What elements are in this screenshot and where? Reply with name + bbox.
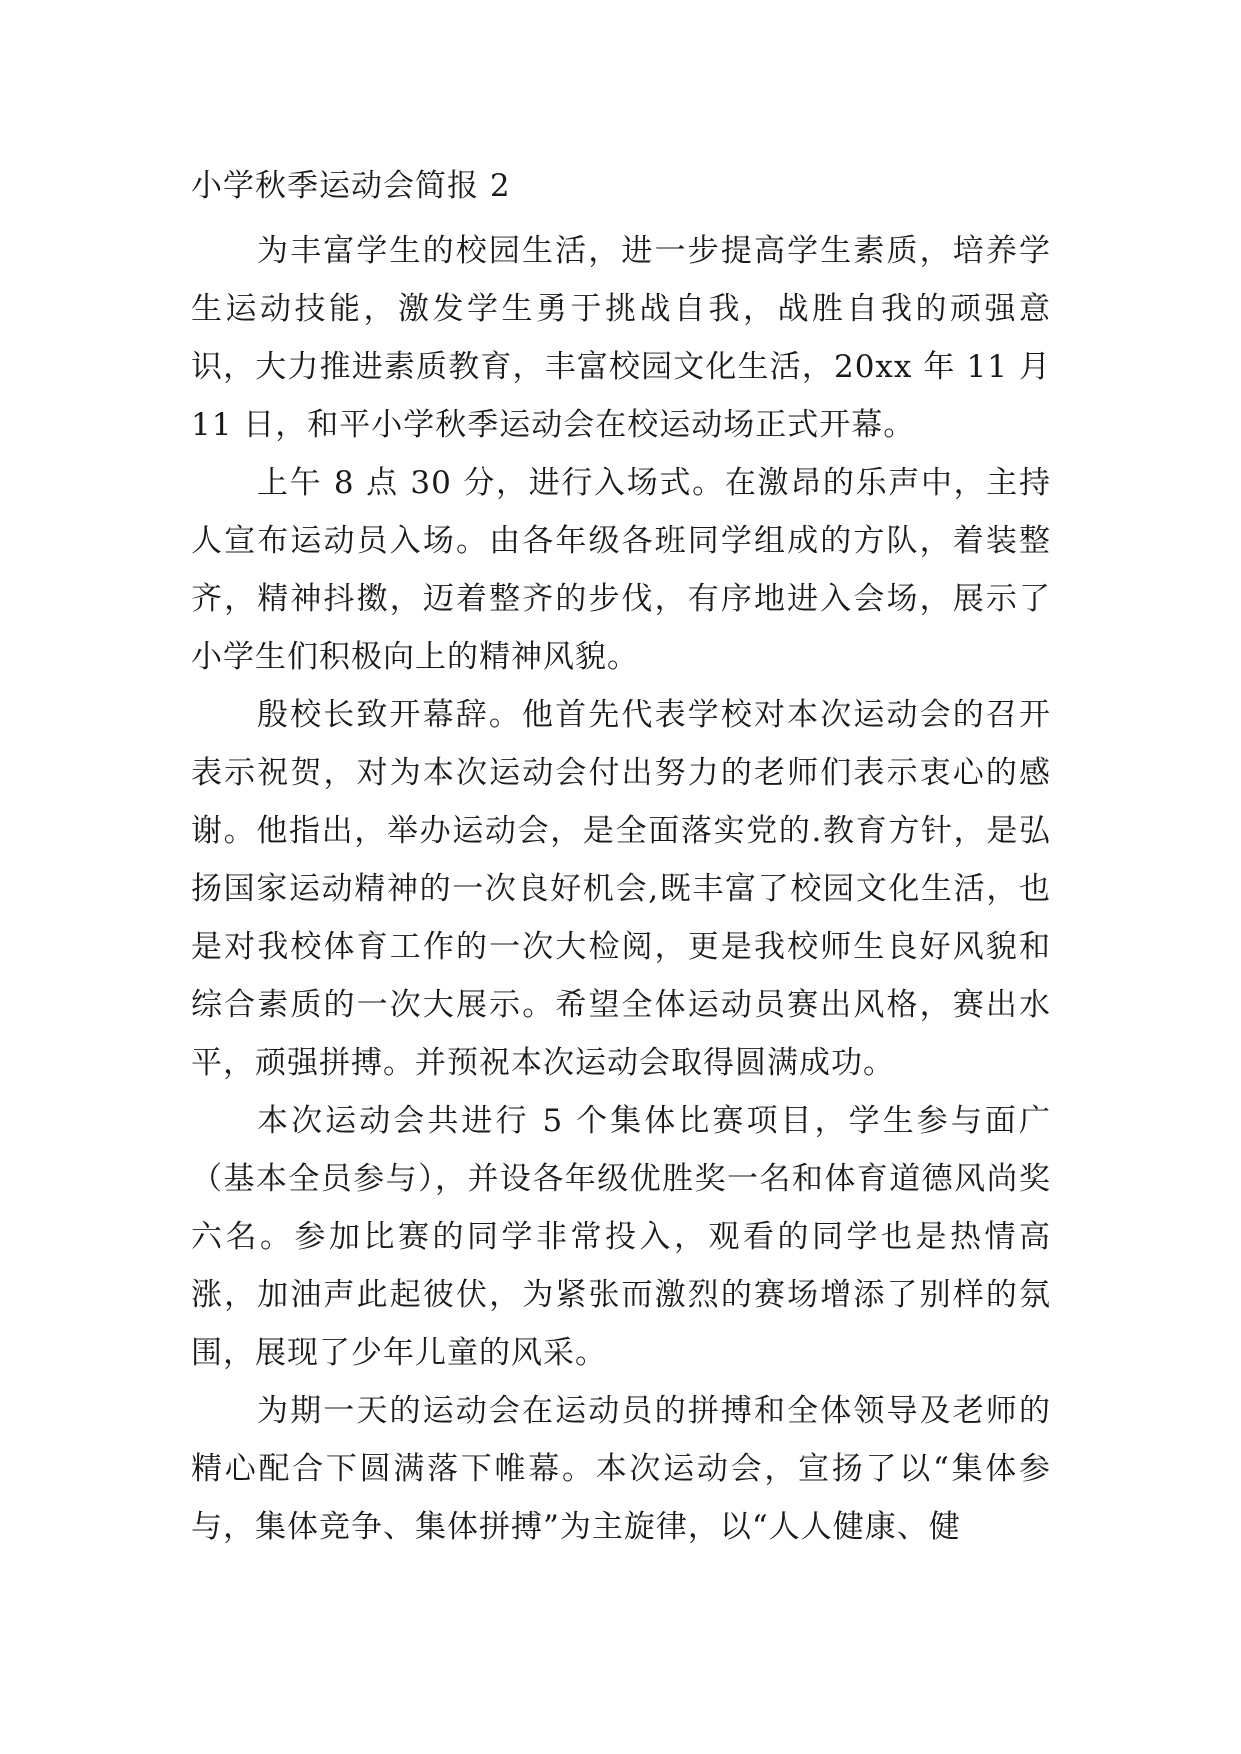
paragraph-opening: 为丰富学生的校园生活，进一步提高学生素质，培养学生运动技能，激发学生勇于挑战自我，战胜自我的顽强意识，大力推进素质教育，丰富校园文化生活，20xx 年 11 月 11 日，和平小学秋季运动会在校运动场正式开幕。: [191, 233, 1051, 443]
document-title: 小学秋季运动会简报 2: [191, 168, 511, 204]
paragraph-entrance-ceremony: 上午 8 点 30 分，进行入场式。在激昂的乐声中，主持人宣布运动员入场。由各年级各班同学组成的方队，着装整齐，精神抖擞，迈着整齐的步伐，有序地进入会场，展示了小学生们积极向上的精神风貌。: [191, 465, 1051, 675]
document-body: [191, 222, 1051, 1556]
paragraph-principal-speech: 殷校长致开幕辞。他首先代表学校对本次运动会的召开表示祝贺，对为本次运动会付出努力的老师们表示衷心的感谢。他指出，举办运动会，是全面落实党的.教育方针，是弘扬国家运动精神的一次良好机会,既丰富了校园文化生活，也是对我校体育工作的一次大检阅，更是我校师生良好风貌和综合素质的一次大展示。希望全体运动员赛出风格，赛出水平，顽强拼搏。并预祝本次运动会取得圆满成功。: [191, 697, 1051, 1081]
paragraph-closing: 为期一天的运动会在运动员的拼搏和全体领导及老师的精心配合下圆满落下帷幕。本次运动会，宣扬了以“集体参与，集体竞争、集体拼搏”为主旋律，以“人人健康、健: [191, 1393, 1051, 1545]
paragraph-competition: 本次运动会共进行 5 个集体比赛项目，学生参与面广（基本全员参与），并设各年级优胜奖一名和体育道德风尚奖六名。参加比赛的同学非常投入，观看的同学也是热情高涨，加油声此起彼伏，为紧张而激烈的赛场增添了别样的氛围，展现了少年儿童的风采。: [191, 1103, 1051, 1371]
